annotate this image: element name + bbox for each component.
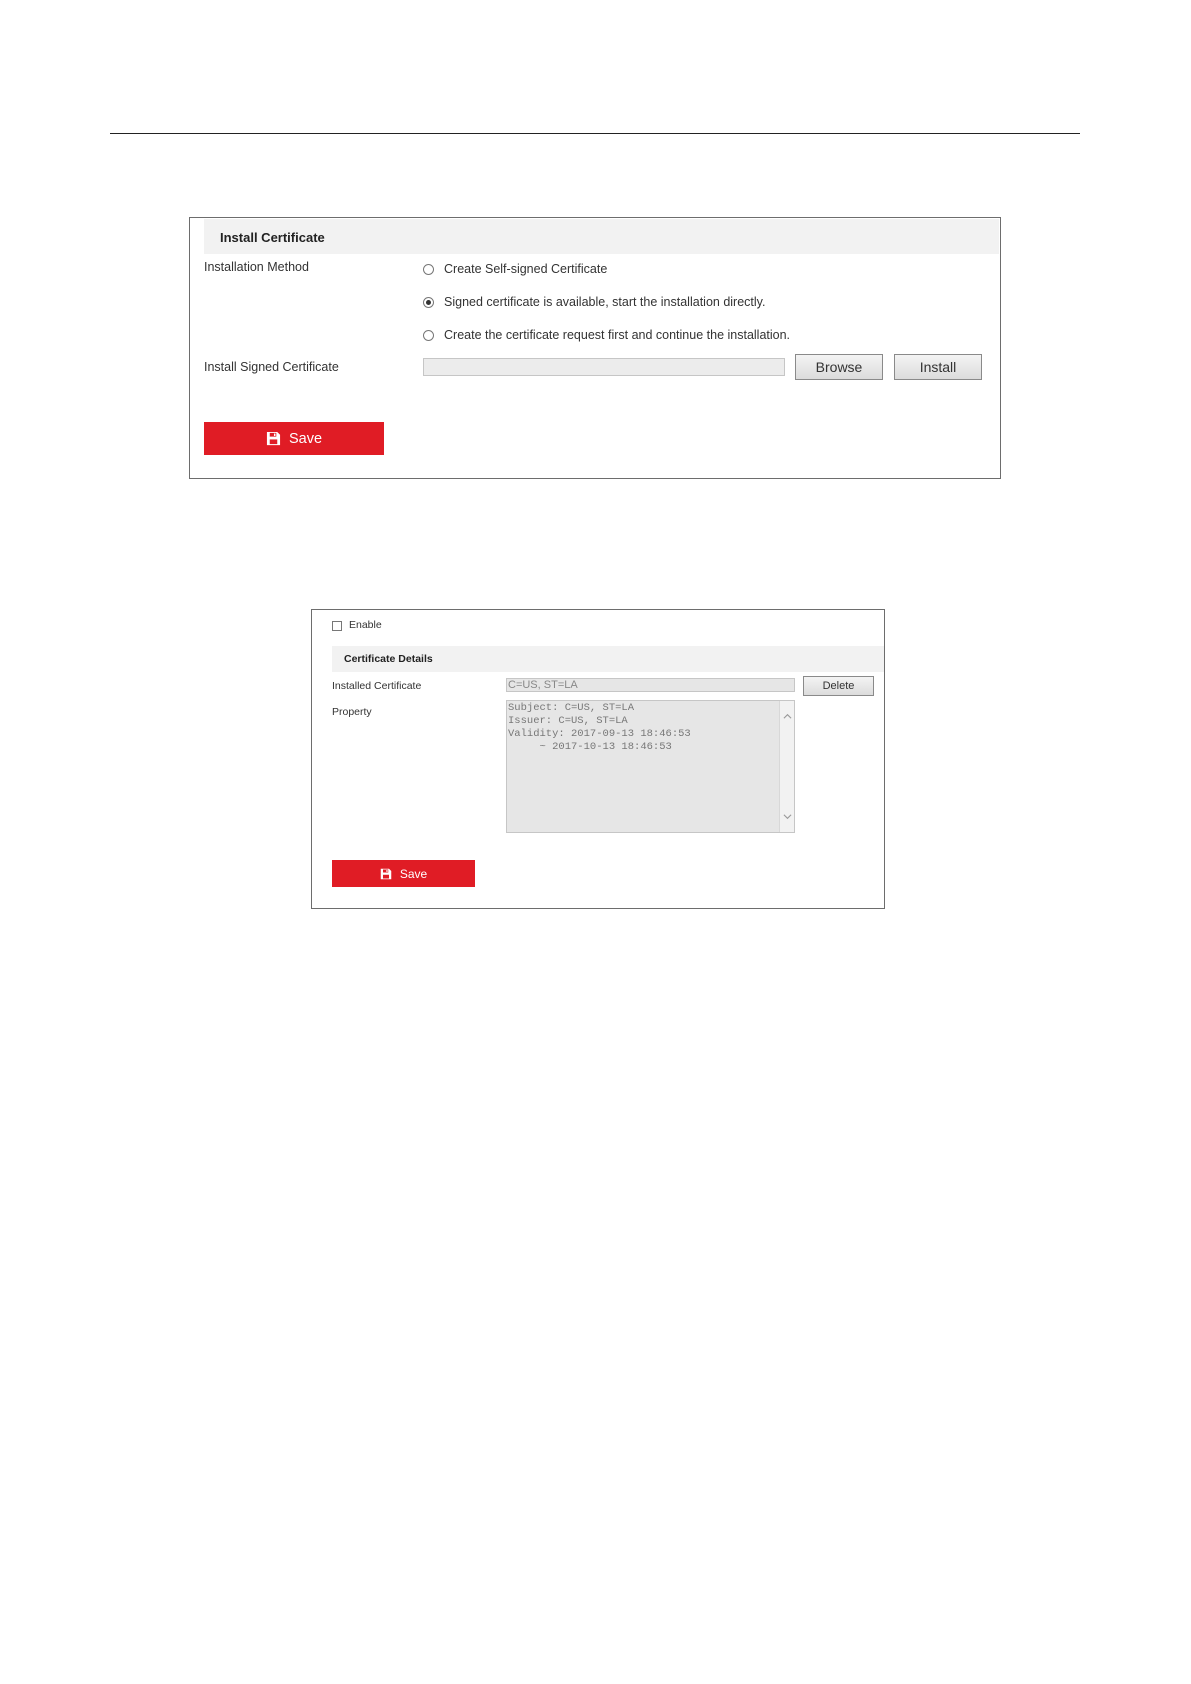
radio-certificate-request[interactable] — [423, 330, 434, 341]
install-certificate-panel — [189, 217, 1001, 479]
option-self-signed-label: Create Self-signed Certificate — [444, 262, 608, 276]
installation-method-label: Installation Method — [204, 260, 309, 274]
option-signed-available-label: Signed certificate is available, start the installation directly. — [444, 295, 766, 309]
option-certificate-request[interactable] — [423, 326, 790, 344]
property-text: Subject: C=US, ST=LA Issuer: C=US, ST=LA Validity: 2017-09-13 18:46:53 ~ 2017-10-13 18:46:53 — [508, 702, 691, 753]
install-certificate-title: Install Certificate — [220, 230, 325, 245]
floppy-disk-icon — [266, 431, 281, 446]
certificate-details-title: Certificate Details — [344, 653, 433, 665]
certificate-details-header — [332, 646, 884, 672]
certificate-save-button[interactable] — [332, 860, 475, 887]
save-button-label: Save — [288, 430, 323, 447]
install-certificate-header — [204, 219, 999, 254]
radio-self-signed[interactable] — [423, 264, 434, 275]
option-self-signed[interactable] — [423, 260, 607, 278]
chevron-up-icon[interactable] — [783, 712, 792, 721]
certificate-details-panel — [311, 609, 885, 909]
option-signed-available[interactable] — [423, 293, 765, 311]
delete-button[interactable]: Delete — [803, 676, 874, 696]
certificate-save-button-label: Save — [399, 866, 428, 881]
property-label: Property — [332, 706, 372, 718]
enable-checkbox[interactable] — [332, 621, 342, 631]
installed-certificate-field: C=US, ST=LA — [506, 678, 795, 692]
chevron-down-icon[interactable] — [783, 812, 792, 821]
installed-certificate-label: Installed Certificate — [332, 680, 422, 692]
save-button[interactable] — [204, 422, 384, 455]
browse-button[interactable]: Browse — [795, 354, 883, 380]
install-button[interactable]: Install — [894, 354, 982, 380]
floppy-disk-icon — [380, 868, 392, 880]
property-textarea[interactable] — [506, 700, 795, 833]
certificate-file-path-field[interactable] — [423, 358, 785, 376]
property-scrollbar[interactable] — [779, 701, 794, 832]
page-top-rule — [110, 133, 1080, 134]
install-signed-certificate-label: Install Signed Certificate — [204, 360, 339, 374]
radio-signed-available[interactable] — [423, 297, 434, 308]
enable-label: Enable — [349, 619, 382, 631]
option-certificate-request-label: Create the certificate request first and continue the installation. — [444, 328, 791, 342]
